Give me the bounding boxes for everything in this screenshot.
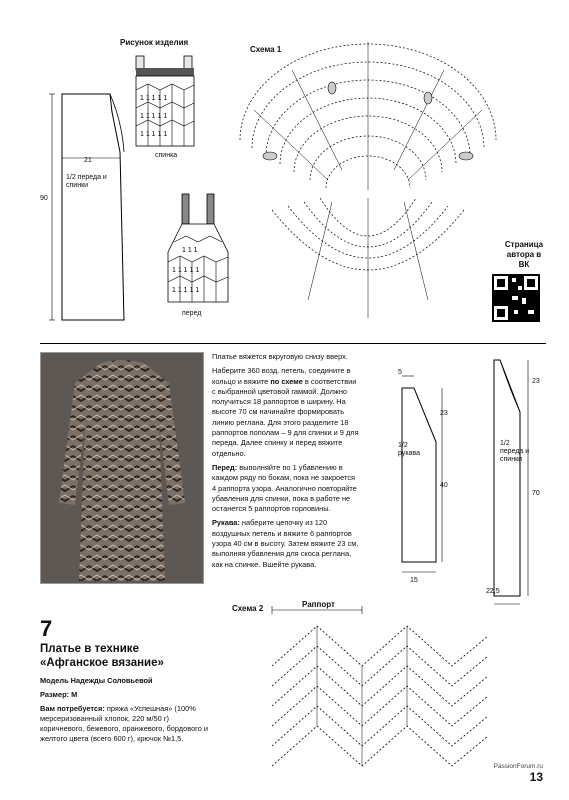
front-label: перед	[182, 310, 202, 317]
product-drawing-title: Рисунок изделия	[120, 38, 189, 47]
back-hexagon-drawing	[128, 50, 208, 152]
dress-height-dim: 90	[40, 195, 48, 202]
scheme2-crochet-chart	[262, 606, 498, 782]
dress-outline-pattern	[40, 82, 130, 332]
model-title: Платье в технике «Афганское вязание»	[40, 643, 164, 669]
front-half-pattern	[484, 350, 554, 608]
svg-text:1 1 1: 1 1 1	[182, 247, 198, 254]
rapport-title: Раппорт	[302, 600, 335, 609]
sleeve-raglan-dim: 23	[440, 410, 448, 417]
model-materials: Вам потребуется: пряжа «Успешная» (100% мерсеризованный хлопок, 220 м/50 г) коричневого, бежевого, оранжевого, бордового и желтого цвета (всего 600 г), крючок №1,5.	[40, 704, 209, 743]
sleeve-top-dim: 5	[398, 369, 402, 376]
svg-text:1 1 1 1 1: 1 1 1 1 1	[140, 131, 168, 138]
instruction-intro: Платье вяжется вкруговую снизу вверх.	[212, 352, 348, 361]
svg-text:1 1 1 1 1: 1 1 1 1 1	[172, 267, 200, 274]
model-title-block	[40, 618, 210, 744]
site-watermark: PassionForum.ru	[493, 763, 543, 770]
svg-text:1 1 1 1 1: 1 1 1 1 1	[140, 113, 168, 120]
svg-text:1 1 1 1 1: 1 1 1 1 1	[172, 287, 200, 294]
dress-half-label: 1/2 переда и спинки	[66, 174, 107, 189]
scheme2-title: Схема 2	[232, 604, 264, 613]
instructions-text	[212, 352, 360, 574]
section-divider	[40, 343, 546, 344]
front-length-dim: 70	[532, 490, 540, 497]
scheme1-title: Схема 1	[250, 45, 282, 54]
scheme1-crochet-chart	[232, 30, 504, 330]
instruction-main: Наберите 360 возд. петель, соедините в кольцо и вяжите по схеме в соответствии с выбранной цветовой гаммой. Должно получиться 18 раппортов в ширину. На высоте 70 см начинайте формировать линию реглана. Для этого разделите 18 раппортов пополам – 9 для спинки и 9 для переда. Далее спинку и перед вяжите отдельно.	[212, 366, 359, 458]
model-size: Размер: М	[40, 690, 78, 699]
sleeve-bottom-dim: 15	[410, 577, 418, 584]
sleeve-half-label: 1/2 рукава	[398, 442, 420, 457]
back-label: спинка	[155, 152, 178, 159]
page-number: 13	[529, 770, 543, 784]
author-qr-code[interactable]	[492, 274, 540, 322]
dress-width-dim: 21	[84, 157, 92, 164]
svg-text:1 1 1 1 1: 1 1 1 1 1	[140, 95, 168, 102]
instruction-front: Перед: выполняйте по 1 убавлению в каждом ряду по бокам, пока не закроется 4 раппорта узора. Аналогично повторяйте убавления для спинки, пока в работе не останется 5 раппортов горловины.	[212, 462, 357, 514]
sleeve-pattern	[380, 368, 460, 586]
author-page-label: Страница автора в ВК	[504, 240, 544, 269]
front-raglan-dim: 23	[532, 378, 540, 385]
dress-photo	[40, 352, 204, 584]
front-hexagon-drawing	[162, 190, 242, 308]
sleeve-length-dim: 40	[440, 482, 448, 489]
model-author: Модель Надежды Соловьевой	[40, 676, 153, 685]
front-bottom-dim: 22,5	[486, 588, 500, 595]
instruction-sleeves: Рукава: наберите цепочку из 120 воздушных петель и вяжите 6 раппортов узора 40 см в высоту. Затем вяжите 23 см, выполняя убавления для скоса реглана, как на спинке. Вшейте рукава.	[212, 518, 359, 569]
front-half-label: 1/2 переда и спинки	[500, 440, 530, 463]
model-number: 7	[40, 616, 53, 641]
